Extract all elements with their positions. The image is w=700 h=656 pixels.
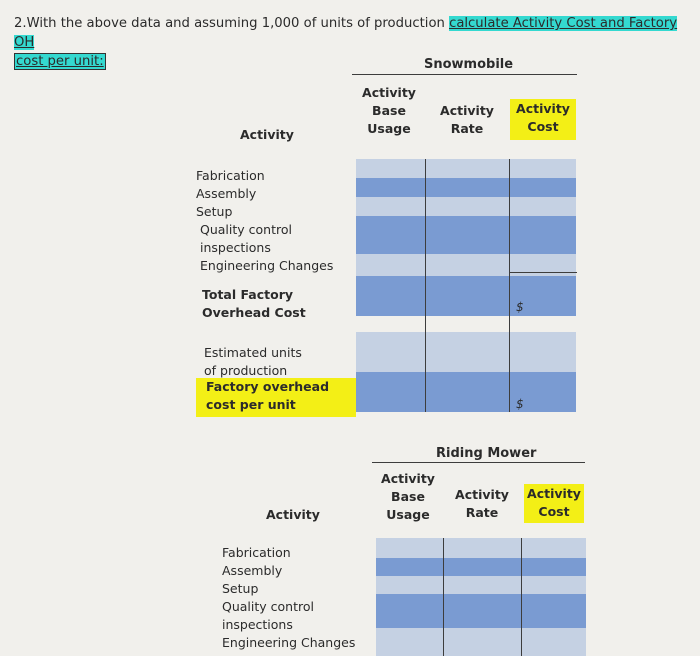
snowmobile-oh-dollar: $ (516, 397, 524, 411)
riding-mower-col-divider (521, 538, 522, 656)
snowmobile-total-label: Total Factory Overhead Cost (202, 287, 306, 320)
snowmobile-title: Snowmobile (424, 57, 514, 72)
snowmobile-estimated-label: Estimated units of production (204, 345, 302, 378)
activity-label-quality: Quality control (222, 599, 314, 614)
riding-mower-col-cost-header: Activity Cost (524, 484, 584, 523)
snowmobile-title-rule (352, 74, 577, 75)
snowmobile-total-row[interactable] (356, 276, 576, 316)
activity-label-assembly: Assembly (222, 563, 283, 578)
snowmobile-col-cost-header: Activity Cost (510, 99, 576, 140)
snowmobile-grid-row[interactable] (356, 197, 576, 216)
activity-label-setup: Setup (196, 204, 233, 219)
snowmobile-total-rule (509, 272, 577, 273)
riding-mower-activity-list (222, 544, 355, 652)
snowmobile-grid-row[interactable] (356, 216, 576, 254)
riding-mower-grid-row[interactable] (376, 538, 586, 558)
snowmobile-factory-oh-label: Factory overhead cost per unit (196, 378, 356, 417)
activity-label-fabrication: Fabrication (222, 545, 291, 560)
snowmobile-estimated-row[interactable] (356, 332, 576, 372)
riding-mower-grid-row[interactable] (376, 628, 586, 656)
activity-label-engineering: Engineering Changes (222, 635, 356, 650)
snowmobile-grid-row[interactable] (356, 159, 576, 178)
activity-label-quality: Quality control (200, 222, 292, 237)
snowmobile-col-base-usage-header: Activity Base Usage (362, 85, 416, 136)
activity-label-setup: Setup (222, 581, 259, 596)
riding-mower-grid-row[interactable] (376, 594, 586, 628)
activity-label-engineering: Engineering Changes (200, 258, 334, 273)
riding-mower-title-rule (372, 462, 585, 463)
question-prefix: 2.With the above data and assuming 1,000 of units of production (14, 16, 450, 31)
riding-mower-col-divider (443, 538, 444, 656)
riding-mower-grid-row[interactable] (376, 576, 586, 594)
riding-mower-title: Riding Mower (436, 446, 537, 461)
activity-label-assembly: Assembly (196, 186, 257, 201)
riding-mower-grid-row[interactable] (376, 558, 586, 576)
riding-mower-col-base-usage-header: Activity Base Usage (381, 471, 435, 522)
riding-mower-col-rate-header: Activity Rate (455, 487, 509, 520)
question-text (14, 14, 694, 71)
activity-label-inspections: inspections (222, 617, 293, 632)
activity-label-inspections: inspections (200, 240, 271, 255)
snowmobile-activity-list (196, 167, 333, 275)
riding-mower-activity-header: Activity (266, 507, 320, 522)
activity-label-fabrication: Fabrication (196, 168, 265, 183)
snowmobile-factory-oh-row[interactable] (356, 372, 576, 412)
snowmobile-col-rate-header: Activity Rate (440, 103, 494, 136)
question-highlight: calculate Activity Cost and Factory OH (14, 16, 678, 50)
snowmobile-col-divider (509, 159, 510, 412)
snowmobile-activity-header: Activity (240, 127, 294, 142)
snowmobile-total-dollar: $ (516, 300, 524, 314)
snowmobile-grid-row[interactable] (356, 178, 576, 197)
question-highlight-2[interactable]: cost per unit: (16, 54, 104, 69)
snowmobile-col-divider (425, 159, 426, 412)
